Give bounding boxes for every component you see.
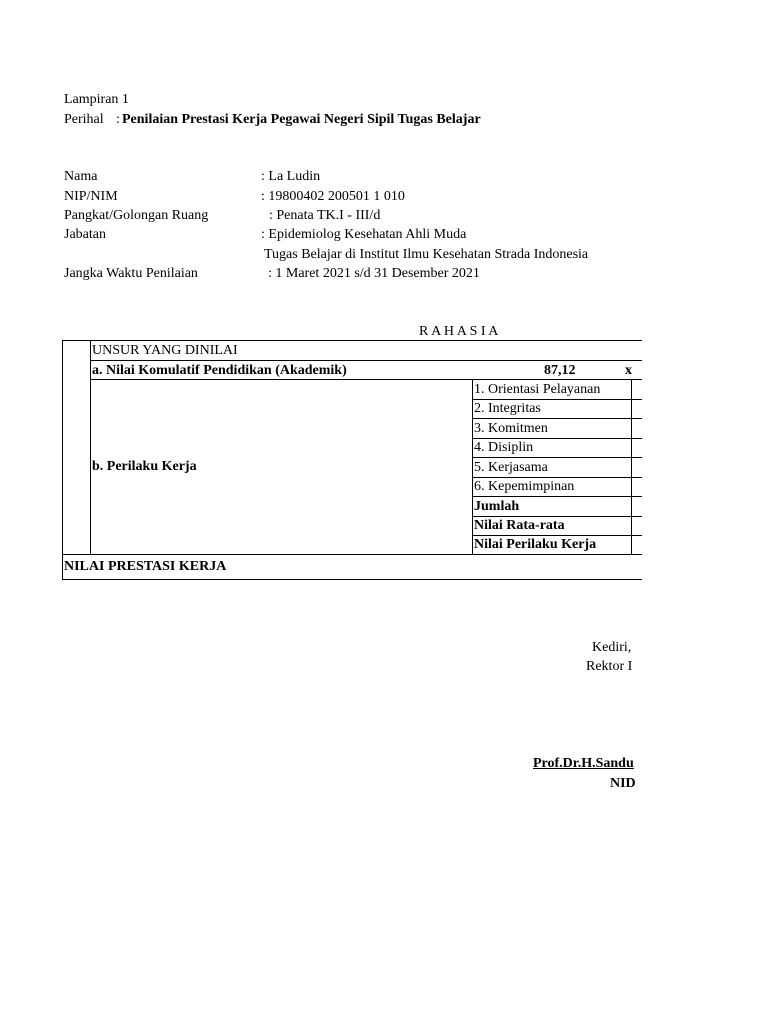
signature-place: Kediri, [592,640,632,655]
jangka-value: : 1 Maret 2021 s/d 31 Desember 2021 [268,266,480,281]
perihal-separator: : [116,112,120,127]
jangka-label: Jangka Waktu Penilaian [64,266,198,281]
jumlah-label: Jumlah [474,499,520,514]
table-column-rule [90,340,91,555]
perihal-text: Penilaian Prestasi Kerja Pegawai Negeri Sipil Tugas Belajar [122,112,481,127]
table-border-left [62,340,63,580]
pangkat-label: Pangkat/Golongan Ruang [64,208,209,223]
unsur-header: UNSUR YANG DINILAI [92,343,238,358]
nama-label: Nama [64,169,98,184]
table-column-rule [631,379,632,555]
table-border-top [62,340,642,341]
sub-item-komitmen: 3. Komitmen [474,421,548,436]
table-rule [472,457,642,458]
table-rule [62,554,642,555]
nip-label: NIP/NIM [64,189,118,204]
table-column-rule [472,379,473,555]
jabatan-value-line2: Tugas Belajar di Institut Ilmu Kesehatan Strada Indonesia [264,247,589,262]
sub-item-kerjasama: 5. Kerjasama [474,460,548,475]
table-border-bottom [62,579,642,580]
table-rule [472,496,642,497]
sub-item-integritas: 2. Integritas [474,401,541,416]
jabatan-value: : Epidemiolog Kesehatan Ahli Muda [261,227,467,242]
pangkat-value: : Penata TK.I - III/d [269,208,381,223]
row-a-value: 87,12 [544,363,576,378]
sub-item-disiplin: 4. Disiplin [474,440,534,455]
jabatan-label: Jabatan [64,227,106,242]
sub-item-kepemimpinan: 6. Kepemimpinan [474,479,575,494]
prestasi-kerja-label: NILAI PRESTASI KERJA [64,559,227,574]
signature-nid: NID [610,776,636,791]
row-a-multiplier: x [625,363,632,378]
table-rule [472,418,642,419]
rahasia-title: R A H A S I A [419,324,499,339]
rata-rata-label: Nilai Rata-rata [474,518,565,533]
nip-value: : 19800402 200501 1 010 [261,189,405,204]
perihal-label: Perihal [64,112,104,127]
row-a-label: a. Nilai Komulatif Pendidikan (Akademik) [92,363,347,378]
perilaku-kerja-label: Nilai Perilaku Kerja [474,537,597,552]
signature-name: Prof.Dr.H.Sandu [533,756,634,771]
sub-item-orientasi: 1. Orientasi Pelayanan [474,382,601,397]
lampiran-label: Lampiran 1 [64,92,129,107]
signature-position: Rektor I [586,659,633,674]
row-b-label: b. Perilaku Kerja [92,459,197,474]
nama-value: : La Ludin [261,169,321,184]
table-rule [90,360,642,361]
